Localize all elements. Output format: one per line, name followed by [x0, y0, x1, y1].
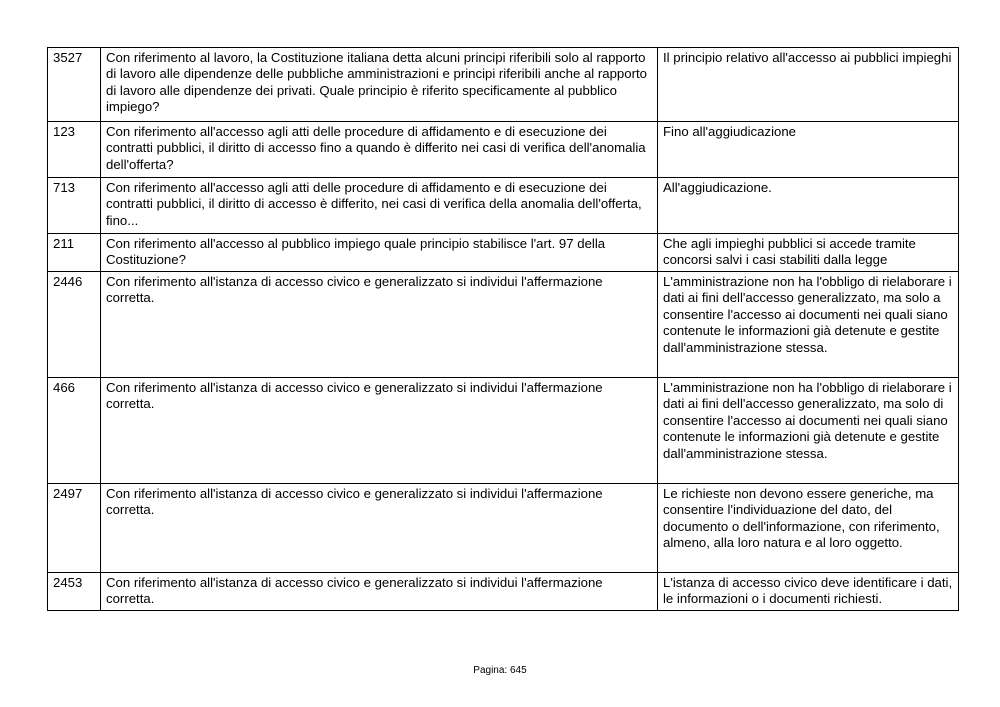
- question-id: 2453: [48, 573, 101, 611]
- question-text: Con riferimento all'istanza di accesso civico e generalizzato si individui l'affermazione corretta.: [101, 484, 658, 573]
- answer-text: L'amministrazione non ha l'obbligo di rielaborare i dati ai fini dell'accesso generalizzato, ma solo di consentire l'accesso ai documenti nei quali siano contenute le informazioni già detenute e gestite dall'amministrazione stessa.: [658, 378, 959, 484]
- table-row: [48, 48, 959, 122]
- question-text: Con riferimento all'istanza di accesso civico e generalizzato si individui l'affermazione corretta.: [101, 378, 658, 484]
- table-row: [48, 122, 959, 178]
- question-text: Con riferimento all'accesso agli atti delle procedure di affidamento e di esecuzione dei contratti pubblici, il diritto di accesso fino a quando è differito nei casi di verifica dell'anomalia dell'offerta?: [101, 122, 658, 178]
- answer-text: L'amministrazione non ha l'obbligo di rielaborare i dati ai fini dell'accesso generalizzato, ma solo a consentire l'accesso ai documenti nei quali siano contenute le informazioni già detenute e gestite dall'amministrazione stessa.: [658, 272, 959, 378]
- answer-text: Il principio relativo all'accesso ai pubblici impieghi: [658, 48, 959, 122]
- table-row: [48, 272, 959, 378]
- question-id: 2497: [48, 484, 101, 573]
- questions-table: [47, 47, 959, 611]
- answer-text: Le richieste non devono essere generiche, ma consentire l'individuazione del dato, del documento o dell'informazione, con riferimento, almeno, alla loro natura e al loro oggetto.: [658, 484, 959, 573]
- question-text: Con riferimento all'istanza di accesso civico e generalizzato si individui l'affermazione corretta.: [101, 272, 658, 378]
- page-number: Pagina: 645: [473, 665, 527, 676]
- answer-text: L'istanza di accesso civico deve identificare i dati, le informazioni o i documenti richiesti.: [658, 573, 959, 611]
- answer-text: Che agli impieghi pubblici si accede tramite concorsi salvi i casi stabiliti dalla legge: [658, 234, 959, 272]
- question-text: Con riferimento al lavoro, la Costituzione italiana detta alcuni principi riferibili solo al rapporto di lavoro alle dipendenze delle pubbliche amministrazioni e principi riferibili anche al rapporto di lavoro alle dipendenze dei privati. Quale principio è riferito specificamente al pubblico impiego?: [101, 48, 658, 122]
- question-text: Con riferimento all'istanza di accesso civico e generalizzato si individui l'affermazione corretta.: [101, 573, 658, 611]
- question-id: 3527: [48, 48, 101, 122]
- question-id: 466: [48, 378, 101, 484]
- table-row: [48, 378, 959, 484]
- question-id: 123: [48, 122, 101, 178]
- table-row: [48, 484, 959, 573]
- question-text: Con riferimento all'accesso agli atti delle procedure di affidamento e di esecuzione dei contratti pubblici, il diritto di accesso è differito, nei casi di verifica della anomalia dell'offerta, fino...: [101, 178, 658, 234]
- question-text: Con riferimento all'accesso al pubblico impiego quale principio stabilisce l'art. 97 della Costituzione?: [101, 234, 658, 272]
- question-id: 713: [48, 178, 101, 234]
- question-id: 211: [48, 234, 101, 272]
- table-row: [48, 178, 959, 234]
- table-row: [48, 573, 959, 611]
- table-row: [48, 234, 959, 272]
- answer-text: All'aggiudicazione.: [658, 178, 959, 234]
- answer-text: Fino all'aggiudicazione: [658, 122, 959, 178]
- question-id: 2446: [48, 272, 101, 378]
